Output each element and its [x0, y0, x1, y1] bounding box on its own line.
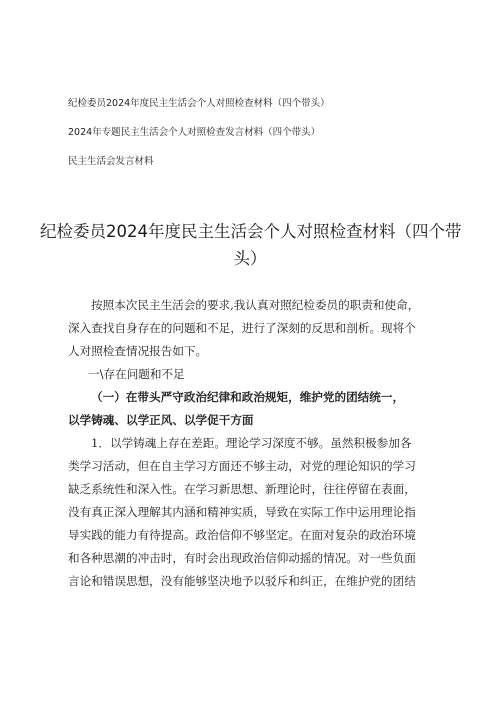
text-line: 以学铸魂、以学正风、以学促干方面: [68, 413, 254, 427]
text-line: 导实践的能力有待提高。政治信仰不够坚定。在面对复杂的政治环境: [68, 528, 416, 542]
document-body: [68, 294, 440, 593]
section-heading: 一\存在问题和不足: [88, 367, 185, 381]
document-title-line: 头）: [233, 249, 267, 268]
related-document-item[interactable]: 民主生活会发言材料: [68, 156, 154, 167]
text-line: 言论和错误思想，没有能够坚决地予以驳斥和纠正，在维护党的团结: [68, 574, 416, 588]
text-line: （一）在带头严守政治纪律和政治规矩，维护党的团结统一，: [91, 390, 405, 404]
text-line: 深入查找自身存在的问题和不足，进行了深刻的反思和剖析。现将个: [68, 321, 416, 335]
text-line: 人对照检查情况报告如下。: [68, 344, 208, 358]
related-document-item[interactable]: 2024年专题民主生活会个人对照检查发言材料（四个带头）: [68, 127, 321, 138]
text-line: 1．以学铸魂上存在差距。理论学习深度不够。虽然积极参加各: [91, 436, 412, 450]
document-title: [40, 218, 460, 272]
intro-paragraph: [68, 294, 440, 363]
related-documents-list: [68, 97, 468, 184]
text-line: 类学习活动，但在自主学习方面还不够主动，对党的理论知识的学习: [68, 459, 416, 473]
text-line: 缺乏系统性和深入性。在学习新思想、新理论时，往往停留在表面，: [68, 482, 416, 496]
text-line: 没有真正深入理解其内涵和精神实质，导致在实际工作中运用理论指: [68, 505, 416, 519]
text-line: 和各种思潮的冲击时，有时会出现政治信仰动摇的情况。对一些负面: [68, 551, 416, 565]
document-title-line: 纪检委员2024年度民主生活会个人对照检查材料（四个带: [40, 222, 462, 241]
item-paragraph: [68, 432, 440, 593]
related-document-item[interactable]: 纪检委员2024年度民主生活会个人对照检查材料（四个带头）: [68, 98, 330, 109]
text-line: 按照本次民主生活会的要求,我认真对照纪检委员的职责和使命，: [91, 298, 420, 312]
subsection-heading: [68, 386, 440, 432]
